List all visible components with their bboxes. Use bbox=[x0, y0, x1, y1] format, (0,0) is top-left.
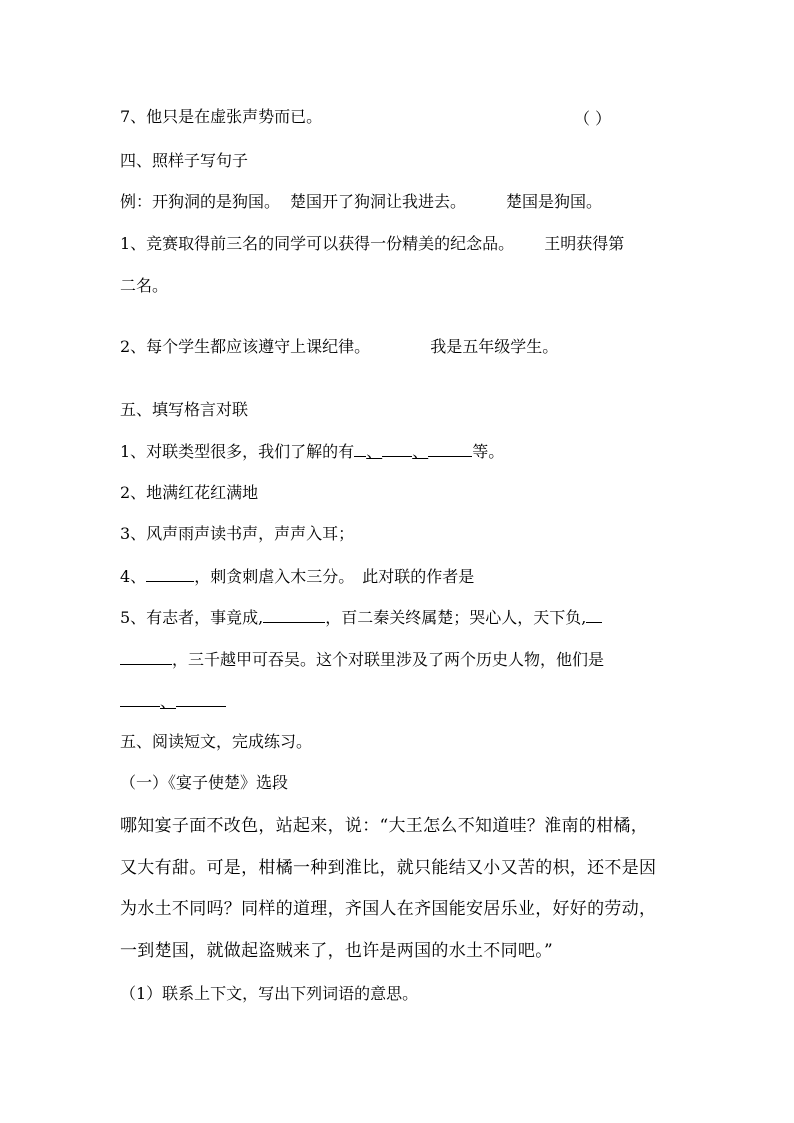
item-4-2-a: 2、每个学生都应该遵守上课纪律。 bbox=[120, 337, 371, 356]
item-4-1-continued: 二名。 bbox=[120, 276, 169, 295]
blank-5-1-b[interactable] bbox=[382, 440, 412, 457]
separator: 、 bbox=[366, 442, 383, 461]
reading-para-line: 为水土不同吗？同样的道理，齐国人在齐国能安居乐业，好好的劳动， bbox=[120, 899, 657, 919]
section-6-heading: 五、阅读短文，完成练习。 bbox=[120, 732, 313, 751]
item-4-1-b: 王明获得第 bbox=[544, 234, 625, 253]
item-5-3: 3、风声雨声读书声，声声入耳； bbox=[120, 524, 355, 543]
item-4-1-a: 1、竞赛取得前三名的同学可以获得一份精美的纪念品。 bbox=[120, 234, 515, 253]
example-line bbox=[120, 191, 680, 213]
blank-5-5-c[interactable] bbox=[120, 648, 172, 665]
blank-5-1-a[interactable] bbox=[354, 440, 366, 457]
item-5-1-end: 等。 bbox=[472, 442, 505, 461]
blank-5-4[interactable] bbox=[146, 565, 194, 582]
example-sentence-a: 例：开狗洞的是狗国。 bbox=[120, 192, 281, 211]
question-7-text: 7、他只是在虚张声势而已。 bbox=[120, 107, 323, 126]
separator: 、 bbox=[412, 442, 429, 461]
example-sentence-c: 楚国是狗国。 bbox=[506, 192, 603, 211]
reading-subheading: （一）《宴子使楚》选段 bbox=[120, 773, 289, 792]
section-5-heading: 五、填写格言对联 bbox=[120, 400, 249, 419]
item-5-4 bbox=[120, 565, 680, 588]
item-5-1-text: 1、对联类型很多，我们了解的有 bbox=[120, 442, 355, 461]
item-5-2: 2、地满红花红满地 bbox=[120, 483, 259, 502]
answer-paren[interactable]: （ ） bbox=[574, 109, 612, 128]
item-5-4-b: ，刺贪刺虐入木三分。 bbox=[194, 567, 355, 586]
example-sentence-b: 楚国开了狗洞让我进去。 bbox=[290, 192, 467, 211]
item-5-5-a: 5、有志者，事竟成, bbox=[120, 608, 264, 627]
blank-5-5-e[interactable] bbox=[176, 690, 226, 707]
item-5-5-c: ，三千越甲可吞吴。这个对联里涉及了两个历史人物，他们是 bbox=[172, 650, 605, 669]
section-4-heading: 四、照样子写句子 bbox=[120, 151, 249, 170]
reading-question-1: （1）联系上下文，写出下列词语的意思。 bbox=[120, 984, 419, 1003]
item-4-1 bbox=[120, 233, 680, 255]
item-5-5-answer bbox=[120, 690, 680, 713]
reading-para-line: 一到楚国，就做起盗贼来了，也许是两国的水土不同吧。” bbox=[120, 941, 553, 961]
blank-5-5-b[interactable] bbox=[586, 606, 602, 623]
item-5-4-a: 4、 bbox=[120, 567, 147, 586]
blank-5-5-d[interactable] bbox=[120, 690, 160, 707]
item-4-2 bbox=[120, 336, 680, 358]
blank-5-5-a[interactable] bbox=[263, 606, 325, 623]
reading-para-line: 哪知宴子面不改色，站起来，说：“大王怎么不知道哇？淮南的柑橘， bbox=[120, 816, 648, 836]
item-5-1 bbox=[120, 440, 680, 463]
item-5-5-b: ，百二秦关终属楚；哭心人，天下负, bbox=[325, 608, 587, 627]
item-5-4-c: 此对联的作者是 bbox=[362, 567, 475, 586]
reading-para-line: 又大有甜。可是，柑橘一种到淮比，就只能结又小又苦的枳，还不是因 bbox=[120, 858, 657, 878]
item-5-5-continued bbox=[120, 648, 680, 671]
separator: 、 bbox=[160, 692, 177, 711]
blank-5-1-c[interactable] bbox=[428, 440, 472, 457]
item-4-2-b: 我是五年级学生。 bbox=[430, 337, 559, 356]
item-5-5 bbox=[120, 606, 680, 629]
